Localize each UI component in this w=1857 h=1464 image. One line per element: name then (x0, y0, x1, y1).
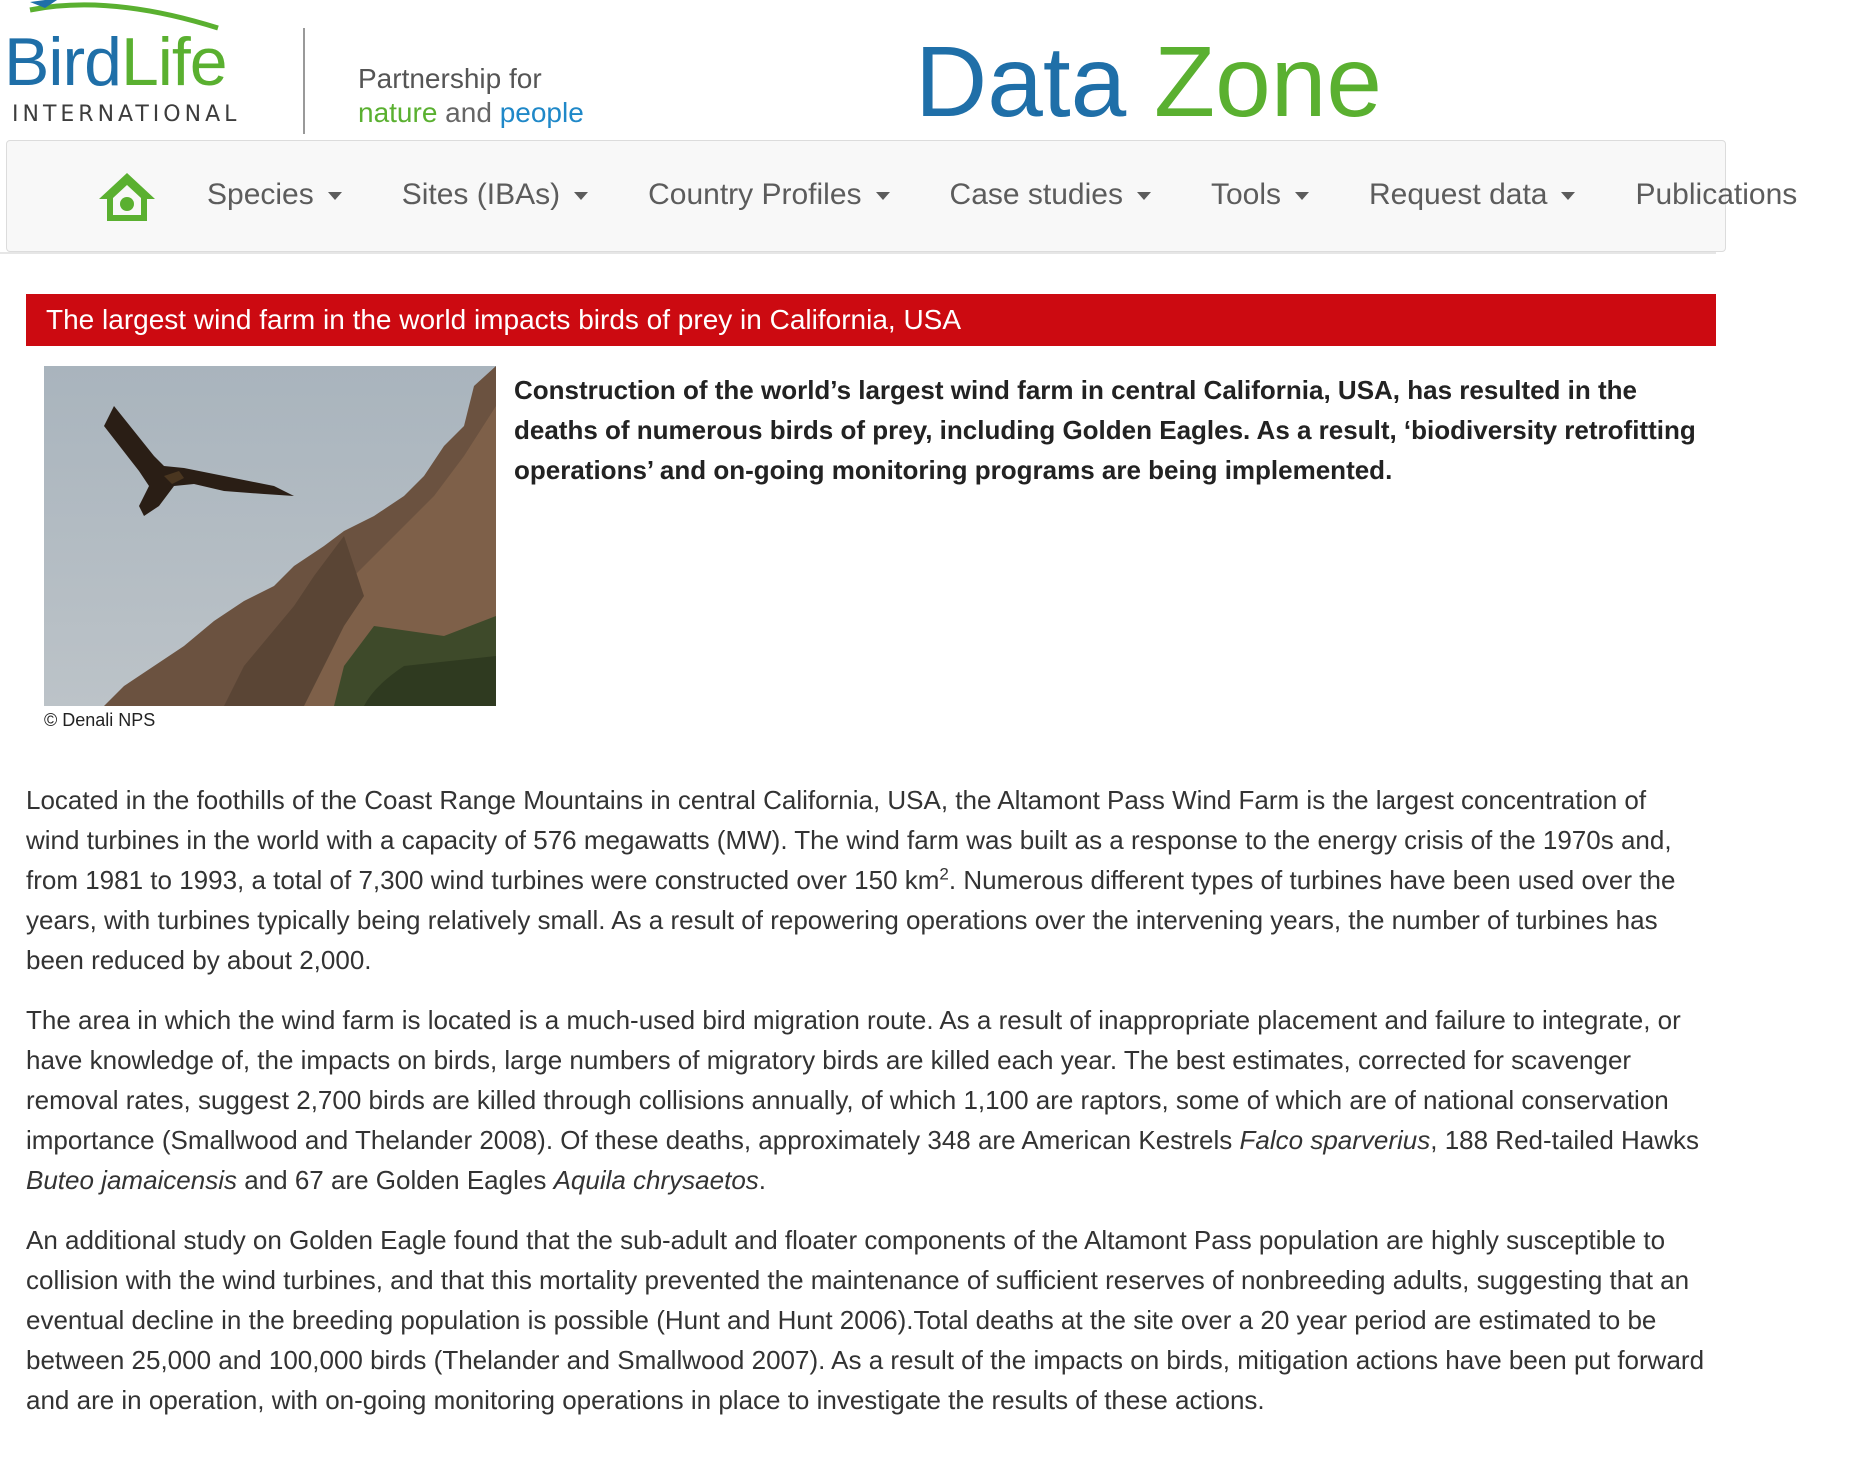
nav-separator (0, 252, 1716, 254)
header-divider (303, 28, 305, 134)
article-lead: Construction of the world’s largest wind farm in central California, USA, has resulted in the deaths of numerous birds of prey, including Golden Eagles. As a result, ‘biodiversity retrofitting operations’ and on-going monitoring programs are being implemented. (514, 375, 1696, 485)
site-header (0, 0, 1716, 140)
paragraph-2: The area in which the wind farm is located is a much-used bird migration route. As a result of inappropriate placement and failure to integrate, or have knowledge of, the impacts on birds, large numbers of migratory birds are killed each year. The best estimates, corrected for scavenger removal rates, suggest 2,700 birds are killed through collisions annually, of which 1,100 are raptors, some of which are of national conservation importance (Smallwood and Thelander 2008). Of these deaths, approximately 348 are American Kestrels Falco sparverius, 188 Red-tailed Hawks Buteo jamaicensis and 67 are Golden Eagles Aquila chrysaetos. (26, 1005, 1700, 1195)
paragraph-3: An additional study on Golden Eagle found that the sub-adult and floater components of the Altamont Pass population are highly susceptible to collision with the wind turbines, and that this mortality prevented the maintenance of sufficient reserves of nonbreeding adults, suggesting that an eventual decline in the breeding population is possible (Hunt and Hunt 2006).Total deaths at the site over a 20 year period are estimated to be between 25,000 and 100,000 birds (Thelander and Smallwood 2007). As a result of the impacts on birds, mitigation actions have been put forward and are in operation, with on-going monitoring operations in place to investigate the results of these actions. (26, 1225, 1705, 1415)
article-title-bar (26, 294, 1716, 346)
tagline-line2: nature and people (358, 97, 584, 128)
nav-tools[interactable]: Tools (1211, 173, 1309, 217)
golden-eagle-photo (44, 366, 496, 706)
caret-down-icon (876, 192, 890, 200)
nav-request-data[interactable]: Request data (1369, 173, 1575, 217)
logo-wordmark: BirdLife (4, 24, 227, 100)
nav-case-studies[interactable]: Case studies (950, 173, 1151, 217)
caret-down-icon (1561, 192, 1575, 200)
nav-publications[interactable]: Publications (1635, 178, 1798, 211)
nav-sites[interactable]: Sites (IBAs) (402, 173, 588, 217)
nav-species[interactable]: Species (207, 173, 342, 217)
tagline-line1: Partnership for (358, 63, 542, 94)
birdlife-logo[interactable] (0, 0, 270, 135)
paragraph-1: Located in the foothills of the Coast Range Mountains in central California, USA, the Altamont Pass Wind Farm is the largest concentration of wind turbines in the world with a capacity of 576 megawatts (MW). The wind farm was built as a response to the energy crisis of the 1970s and, from 1981 to 1993, a total of 7,300 wind turbines were constructed over 150 $km^2$. Numerous different types of turbines have been used over the years, with turbines typically being relatively small. As a result of repowering operations over the intervening years, the number of turbines has been reduced by about 2,000. (26, 785, 1676, 975)
data-zone-title: Data Zone (915, 26, 1382, 138)
article-body (26, 780, 1706, 1440)
home-icon[interactable] (97, 171, 157, 223)
nav-country-profiles[interactable]: Country Profiles (648, 173, 889, 217)
caret-down-icon (1295, 192, 1309, 200)
tagline (358, 62, 584, 130)
logo-international: INTERNATIONAL (12, 102, 241, 127)
nav-menu (207, 173, 1857, 217)
photo-credit: © Denali NPS (44, 710, 156, 730)
caret-down-icon (328, 192, 342, 200)
main-navbar (6, 140, 1798, 252)
caret-down-icon (574, 192, 588, 200)
caret-down-icon (1137, 192, 1151, 200)
article-title: The largest wind farm in the world impacts birds of prey in California, USA (46, 304, 962, 335)
